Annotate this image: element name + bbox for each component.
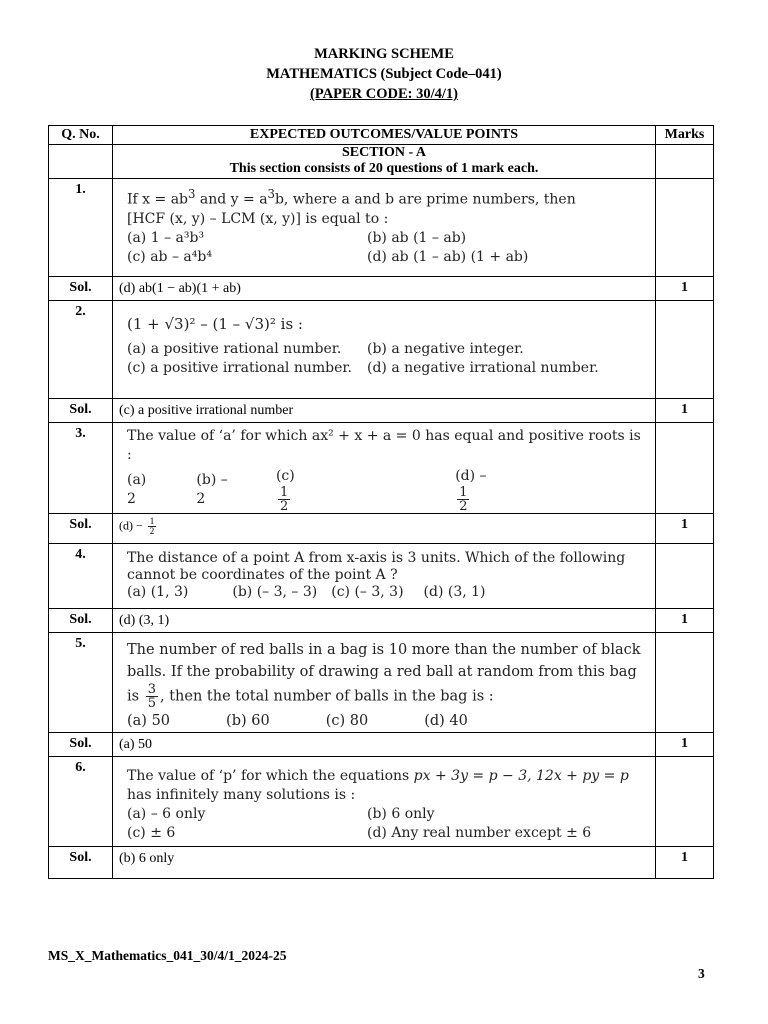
solution-row: [49, 514, 714, 544]
question-text: [113, 301, 656, 399]
fraction: $\frac{1}{2}$: [279, 485, 289, 514]
sol-label: Sol.: [69, 280, 92, 295]
header-title: MARKING SCHEME: [314, 46, 454, 62]
section-title: SECTION - A: [341, 145, 427, 160]
question-row: [49, 423, 714, 514]
document-header: [0, 44, 768, 104]
solution-text: (c) a positive irrational number: [113, 399, 656, 423]
solution-text: (a) 50: [113, 733, 656, 757]
options: [127, 467, 645, 513]
col-header-outcomes: EXPECTED OUTCOMES/VALUE POINTS: [113, 126, 656, 145]
question-text: The value of ‘a’ for which ax² + x + a = 0 has equal and positive roots is : (a) 2 (b) – 2 (c) $\frac{1}{2}$ (d) – $\frac{1}{2}$: [113, 423, 656, 514]
question-number: 4.: [75, 547, 86, 562]
option-d: (d) (3, 1): [423, 584, 486, 600]
option-b: (b) 60: [226, 713, 270, 729]
question-text: The number of red balls in a bag is 10 more than the number of black balls. If the probability of drawing a red ball at random from this bag is $\frac{3}{5}$ , then the total number of balls in the bag is : (a) 50 (b) 60 (c) 80 (d) 40: [113, 633, 656, 733]
options: [127, 229, 645, 267]
sol-label: Sol.: [69, 402, 92, 417]
solution-row: [49, 847, 714, 879]
solution-row: [49, 277, 714, 301]
marks-value: 1: [681, 280, 688, 295]
option-b: (b) – 2: [196, 472, 228, 507]
question-text: The value of ‘p’ for which the equations px + 3y = p − 3, 12x + py = p has infinitely many solutions is : (a) – 6 only (b) 6 only (c) ± 6 (d) Any real number except ± 6: [113, 757, 656, 847]
col-header-qno: Q. No.: [49, 126, 113, 145]
option-d: (d) a negative irrational number.: [367, 360, 599, 376]
solution-text: (d) − $\frac{1}{2}$: [113, 514, 656, 544]
option-d: (d) 40: [424, 713, 468, 729]
section-row: [49, 145, 714, 179]
option-b: (b) 6 only: [367, 806, 435, 822]
question-row: [49, 301, 714, 399]
solution-text: (d) (3, 1): [113, 609, 656, 633]
col-header-marks: Marks: [656, 126, 714, 145]
sol-label: Sol.: [69, 850, 92, 865]
options: [127, 340, 645, 378]
footer-document-id: MS_X_Mathematics_041_30/4/1_2024-25: [48, 948, 287, 963]
header-subject: MATHEMATICS (Subject Code–041): [266, 66, 502, 82]
marking-scheme-table: [48, 125, 714, 879]
option-b: (b) a negative integer.: [367, 341, 524, 357]
option-a: (a) (1, 3): [127, 584, 189, 600]
question-number: 2.: [75, 304, 86, 319]
question-row: [49, 757, 714, 847]
equations: px + 3y = p − 3, 12x + py = p: [413, 768, 629, 784]
option-d: (d) – $\frac{1}{2}$: [455, 467, 603, 513]
option-b: (b) (– 3, – 3): [232, 584, 318, 600]
options: [127, 710, 645, 732]
option-a: (a) 1 – a³b³: [127, 229, 205, 246]
solution-row: [49, 399, 714, 423]
table-header-row: [49, 126, 714, 145]
option-c: (c) ± 6: [127, 825, 176, 841]
option-a: (a) 2: [127, 472, 147, 507]
section-heading: [113, 145, 656, 179]
sol-label: Sol.: [69, 517, 92, 532]
solution-text: (d) ab(1 − ab)(1 + ab): [113, 277, 656, 301]
marks-value: 1: [681, 612, 688, 627]
solution-row: [49, 609, 714, 633]
fraction: $\frac{1}{2}$: [459, 485, 468, 514]
fraction: $\frac{1}{2}$: [149, 516, 155, 536]
marks-value: 1: [681, 850, 688, 865]
option-a: (a) a positive rational number.: [127, 341, 342, 357]
question-number: 5.: [75, 636, 86, 651]
options: [127, 805, 645, 843]
fraction: $\frac{3}{5}$: [147, 682, 156, 711]
sol-label: Sol.: [69, 612, 92, 627]
option-d: (d) Any real number except ± 6: [367, 825, 592, 841]
expression: (1 + √3)² – (1 – √3)² is :: [127, 315, 303, 333]
option-b: (b) ab (1 – ab): [367, 229, 467, 246]
page-number: 3: [698, 966, 705, 981]
question-row: [49, 633, 714, 733]
question-text: The distance of a point A from x-axis is 3 units. Which of the following cannot be coordinates of the point A ? (a) (1, 3) (b) (– 3, – 3) (c) (– 3, 3) (d) (3, 1): [113, 544, 656, 609]
solution-text: (b) 6 only: [113, 847, 656, 879]
option-c: (c) $\frac{1}{2}$: [276, 467, 413, 513]
question-row: [49, 544, 714, 609]
marks-value: 1: [681, 402, 688, 417]
solution-row: [49, 733, 714, 757]
header-paper-code: (PAPER CODE: 30/4/1): [310, 86, 458, 102]
option-a: (a) – 6 only: [127, 806, 206, 822]
marks-value: 1: [681, 517, 688, 532]
marks-value: 1: [681, 736, 688, 751]
question-number: 3.: [75, 426, 86, 441]
option-c: (c) a positive irrational number.: [127, 360, 353, 376]
option-c: (c) (– 3, 3): [331, 584, 404, 600]
question-text: If $x = ab^3$ and $y = a^3b$, where a and b are prime numbers, then [HCF (x, y) – LCM (x, y)] is equal to : (a) 1 – a³b³ (b) ab (1 – ab) (c) ab – a⁴b⁴ (d) ab (1 – ab) (1 + ab): [113, 179, 656, 277]
option-a: (a) 50: [127, 713, 171, 729]
option-c: (c) 80: [325, 713, 369, 729]
question-number: 1.: [75, 182, 86, 197]
sol-label: Sol.: [69, 736, 92, 751]
option-d: (d) ab (1 – ab) (1 + ab): [367, 248, 529, 265]
question-row: [49, 179, 714, 277]
section-note: This section consists of 20 questions of 1 mark each.: [229, 161, 539, 176]
option-c: (c) ab – a⁴b⁴: [127, 248, 212, 265]
options: [127, 584, 645, 601]
question-number: 6.: [75, 760, 86, 775]
